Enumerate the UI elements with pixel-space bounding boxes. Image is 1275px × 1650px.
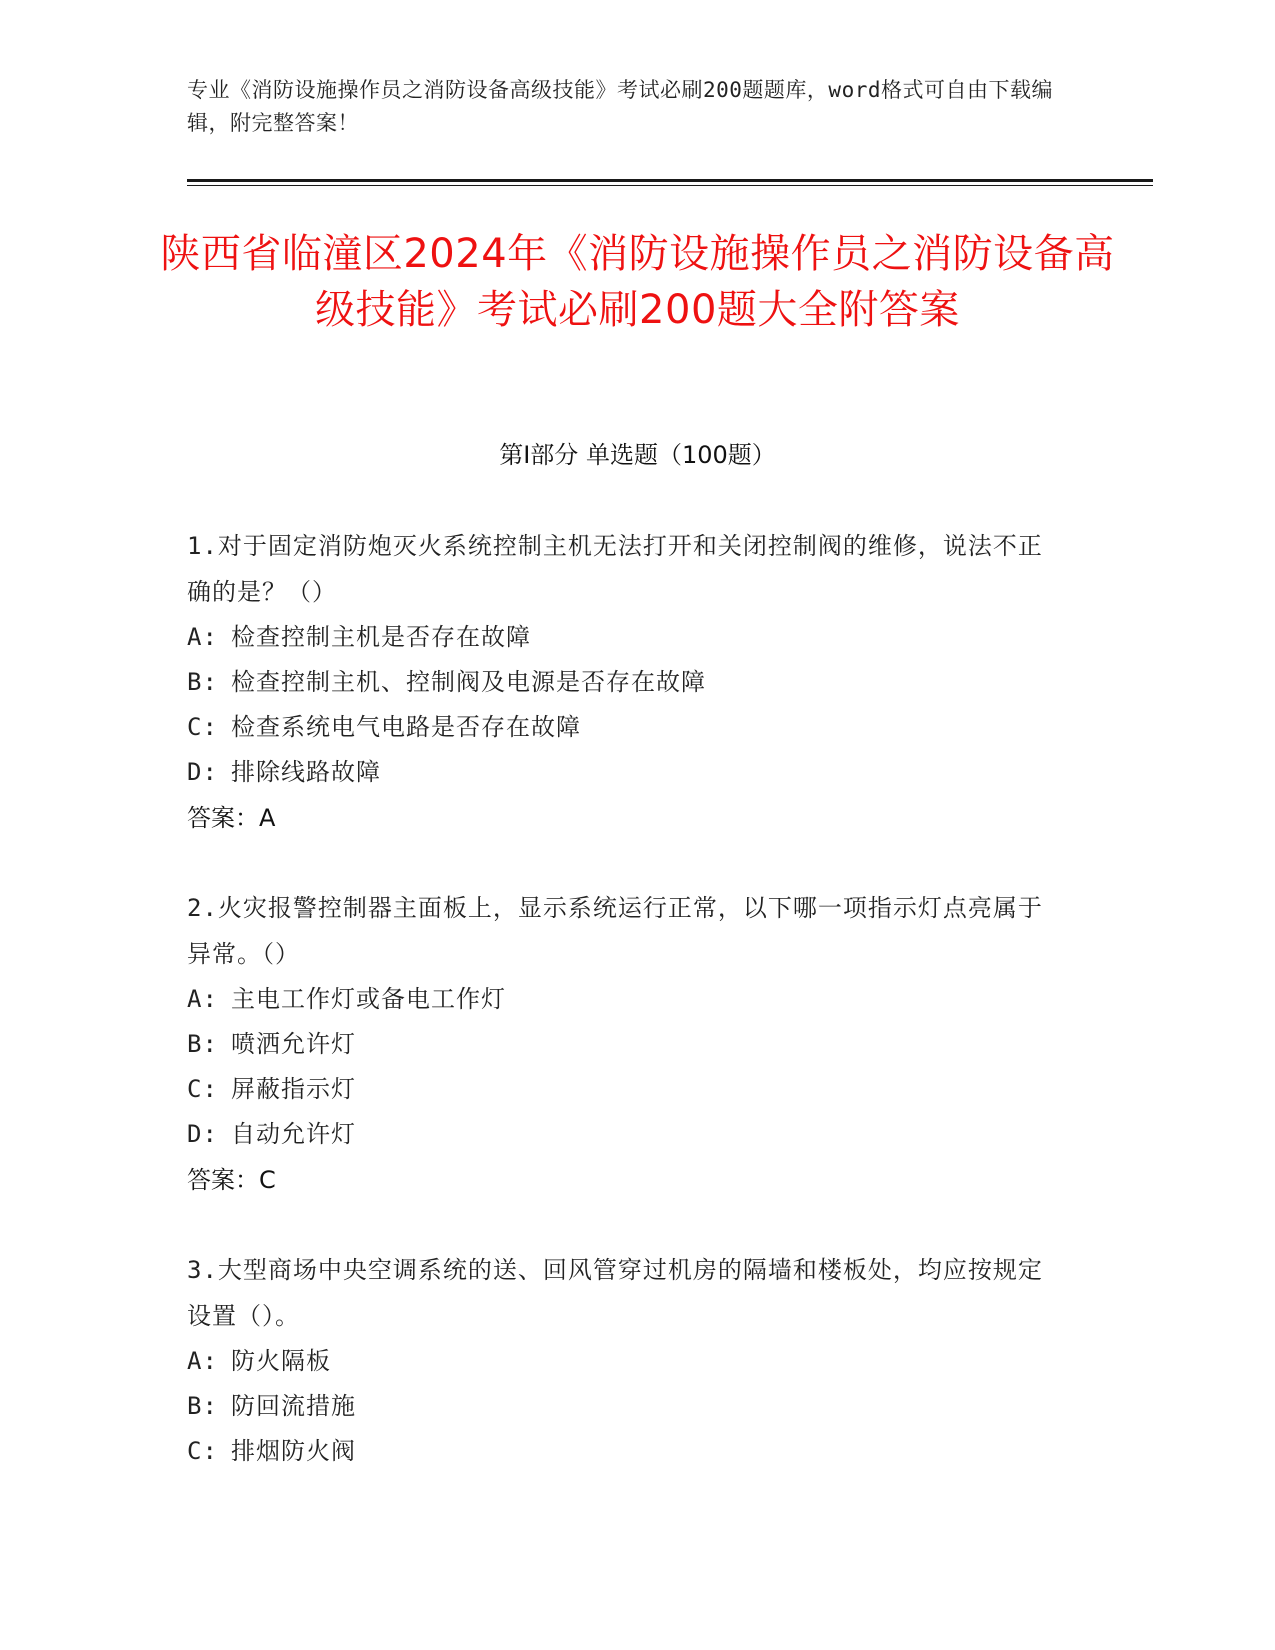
option-letter: A: xyxy=(187,623,218,651)
question-2 xyxy=(187,885,1067,1203)
option-letter: B: xyxy=(187,1392,218,1420)
option-text: 喷洒允许灯 xyxy=(231,1030,356,1058)
option-text: 自动允许灯 xyxy=(231,1120,356,1148)
option-c xyxy=(187,1067,1067,1112)
option-letter: D: xyxy=(187,1120,218,1148)
option-letter: D: xyxy=(187,758,218,786)
question-stem: 1.对于固定消防炮灭火系统控制主机无法打开和关闭控制阀的维修，说法不正确的是？（） xyxy=(187,532,1043,606)
option-text: 防回流措施 xyxy=(231,1392,356,1420)
option-a xyxy=(187,615,1067,660)
option-text: 检查系统电气电路是否存在故障 xyxy=(231,713,581,741)
question-stem: 2.火灾报警控制器主面板上，显示系统运行正常，以下哪一项指示灯点亮属于异常。（） xyxy=(187,894,1043,968)
option-c xyxy=(187,705,1067,750)
option-text: 防火隔板 xyxy=(231,1347,331,1375)
option-a xyxy=(187,977,1067,1022)
header-divider-thin xyxy=(187,185,1153,186)
option-b xyxy=(187,1384,1067,1429)
header-note: 专业《消防设施操作员之消防设备高级技能》考试必刷200题题库，word格式可自由下载编辑，附完整答案！ xyxy=(187,78,1053,135)
option-letter: C: xyxy=(187,713,218,741)
answer-line: 答案：A xyxy=(187,804,276,832)
option-b xyxy=(187,660,1067,705)
option-text: 排除线路故障 xyxy=(231,758,381,786)
option-a xyxy=(187,1339,1067,1384)
question-stem: 3.大型商场中央空调系统的送、回风管穿过机房的隔墙和楼板处，均应按规定设置（）。 xyxy=(187,1256,1043,1330)
option-letter: A: xyxy=(187,985,218,1013)
option-letter: B: xyxy=(187,1030,218,1058)
option-text: 检查控制主机是否存在故障 xyxy=(231,623,531,651)
question-3 xyxy=(187,1247,1067,1474)
option-letter: A: xyxy=(187,1347,218,1375)
option-letter: C: xyxy=(187,1075,218,1103)
option-d xyxy=(187,1112,1067,1157)
option-text: 排烟防火阀 xyxy=(231,1437,356,1465)
option-letter: C: xyxy=(187,1437,218,1465)
question-1 xyxy=(187,523,1067,841)
option-text: 屏蔽指示灯 xyxy=(231,1075,356,1103)
option-c xyxy=(187,1429,1067,1474)
option-letter: B: xyxy=(187,668,218,696)
header-divider-thick xyxy=(187,179,1153,182)
option-d xyxy=(187,750,1067,795)
answer-line: 答案：C xyxy=(187,1166,276,1194)
option-b xyxy=(187,1022,1067,1067)
option-text: 检查控制主机、控制阀及电源是否存在故障 xyxy=(231,668,706,696)
document-title: 陕西省临潼区2024年《消防设施操作员之消防设备高级技能》考试必刷200题大全附答案 xyxy=(160,231,1115,333)
option-text: 主电工作灯或备电工作灯 xyxy=(231,985,506,1013)
section-heading: 第Ⅰ部分 单选题（100题） xyxy=(499,441,776,469)
